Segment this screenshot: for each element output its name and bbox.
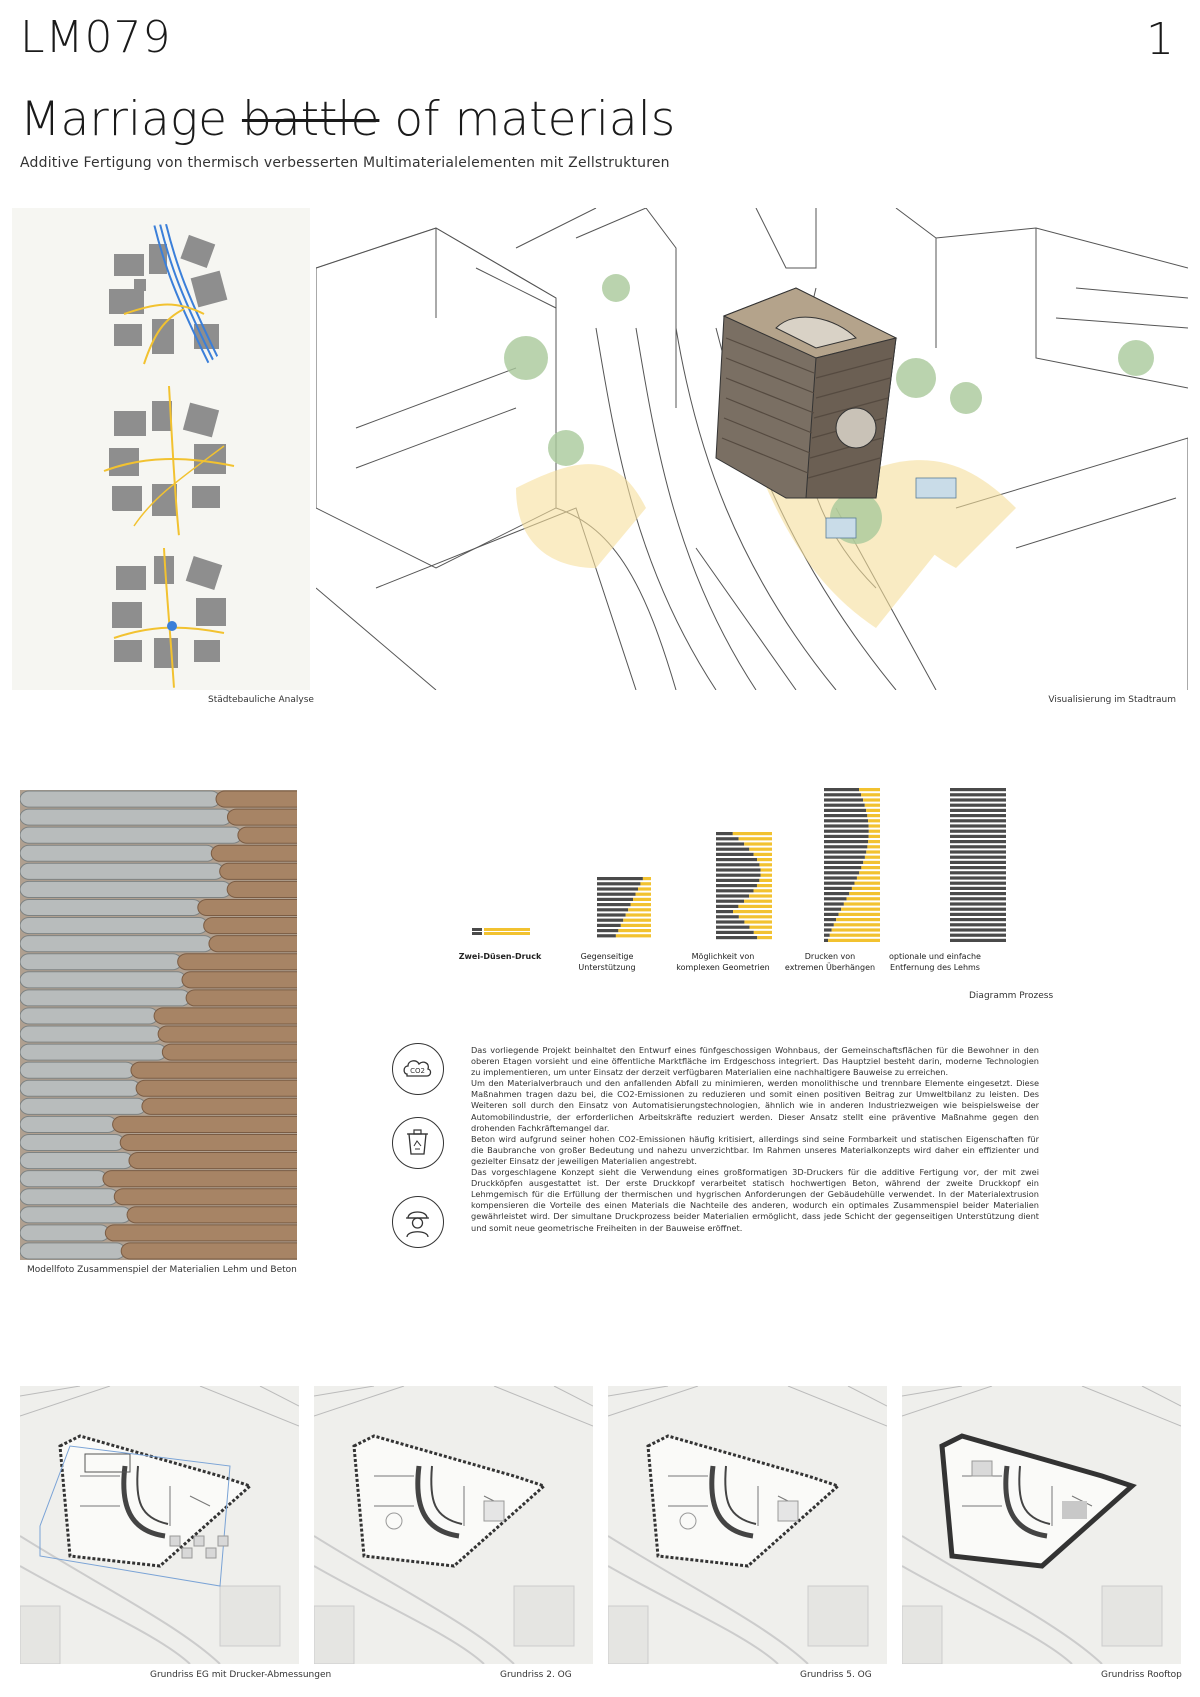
diagram-step-5 [950, 788, 1006, 942]
diagram-step-4 [824, 788, 880, 942]
page-subtitle: Additive Fertigung von thermisch verbesserten Multimaterialelementen mit Zellstrukturen [20, 155, 670, 171]
caption-model-photo: Modellfoto Zusammenspiel der Materialien Lehm und Beton [27, 1265, 297, 1275]
diagram-label-5: optionale und einfache Entfernung des Lehms [889, 952, 981, 972]
floor-plan-ground [20, 1386, 299, 1664]
worker-icon [392, 1196, 444, 1248]
analysis-circle-2 [94, 386, 244, 536]
caption-plan-5th: Grundriss 5. OG [800, 1670, 872, 1680]
caption-diagram: Diagramm Prozess [969, 991, 1054, 1001]
diagram-step-2 [597, 877, 651, 937]
caption-plan-ground: Grundriss EG mit Drucker-Abmessungen [150, 1670, 332, 1680]
building-model [716, 288, 896, 498]
analysis-circle-3 [94, 538, 244, 688]
diagram-label-4: Drucken von extremen Überhängen [784, 952, 876, 972]
title-start: Marriage [20, 92, 227, 147]
diagram-label-1: Zwei-Düsen-Druck [458, 952, 542, 961]
paragraph-4: Das vorgeschlagene Konzept sieht die Verwendung eines großformatigen 3D-Druckers für die additive Fertigung vor, der mit zwei Druckköpfen ausgestattet ist. Der erste Druckkopf verarbeitet statisch hochwertigen Beton, während der zweite Druckkopf ein Lehmgemisch für die Erfüllung der thermischen und hygrischen Anforderungen der Gebäudehülle verwendet. In der Materialextrusion kompensieren die Vorteile des einen Materials die Nachteile des anderen, wodurch ein optimales Zusammenspiel beider Materialien gewährleistet wird. Der simultane Druckprozess beider Materialien ermöglicht, dass jede Schicht der gegenseitigen Unterstützung dient und somit neue geometrische Freiheiten in der Bauweise eröffnet. [471, 1167, 1039, 1233]
paragraph-1: Das vorliegende Projekt beinhaltet den Entwurf eines fünfgeschossigen Wohnbaus, der Gemeinschaftsflächen für die Bewohner in den oberen Etagen vorsieht und eine öffentliche Marktfläche im Erdgeschoss integriert. Das Hauptziel besteht darin, moderne Technologien zu implementieren, um unter Einsatz der derzeit verfügbaren Materialien eine nachhaltigere Bauweise zu erreichen. [471, 1045, 1039, 1078]
recycling-icon [392, 1117, 444, 1169]
model-photo [20, 790, 297, 1260]
floor-plan-rooftop [902, 1386, 1181, 1664]
diagram-label-2: Gegenseitige Unterstützung [578, 952, 636, 972]
page-title [20, 92, 675, 147]
title-struck-word: battle [241, 92, 380, 147]
floor-plan-2nd [314, 1386, 593, 1664]
urban-analysis-panel [12, 208, 310, 690]
analysis-circle-1 [94, 224, 244, 374]
paragraph-2: Um den Materialverbrauch und den anfallenden Abfall zu minimieren, werden monolithische und trennbare Elemente eingesetzt. Diese Maßnahmen tragen dazu bei, die CO2-Emissionen zu reduzieren und somit einen positiven Beitrag zur Umweltbilanz zu leisten. Des Weiteren soll durch den Einsatz von Automatisierungstechnologien, ähnlich wie in anderen Industriezweigen wie beispielsweise der Automobilindustrie, der erforderlichen Arbeitskräfte reduziert werden. Dieser Ansatz stellt eine präventive Maßnahme gegen den drohenden Fachkräftemangel dar. [471, 1078, 1039, 1133]
project-code: LM079 [20, 12, 172, 63]
diagram-step-3 [716, 832, 772, 939]
urban-visualization [316, 208, 1188, 690]
caption-urban-analysis: Städtebauliche Analyse [208, 695, 314, 705]
page-number: 1 [1146, 14, 1174, 65]
co2-icon-label: CO2 [410, 1067, 425, 1075]
project-description [471, 1045, 1039, 1234]
diagram-label-3: Möglichkeit von komplexen Geometrien [676, 952, 770, 972]
floor-plan-5th [608, 1386, 887, 1664]
diagram-step-1 [472, 928, 530, 935]
paragraph-3: Beton wird aufgrund seiner hohen CO2-Emissionen häufig kritisiert, allerdings sind seine Formbarkeit und statischen Eigenschaften für die Baubranche von großer Bedeutung und nahezu unverzichtbar. Im Rahmen unseres Materialkonzepts wird daher ein effizienter und gezielter Einsatz der jeweiligen Materialien angestrebt. [471, 1133, 1039, 1166]
process-diagram [460, 788, 1060, 988]
title-end: of materials [394, 92, 676, 147]
co2-icon [392, 1043, 444, 1095]
caption-plan-rooftop: Grundriss Rooftop [1101, 1670, 1182, 1680]
caption-plan-2nd: Grundriss 2. OG [500, 1670, 572, 1680]
caption-visualization: Visualisierung im Stadtraum [1048, 695, 1176, 705]
